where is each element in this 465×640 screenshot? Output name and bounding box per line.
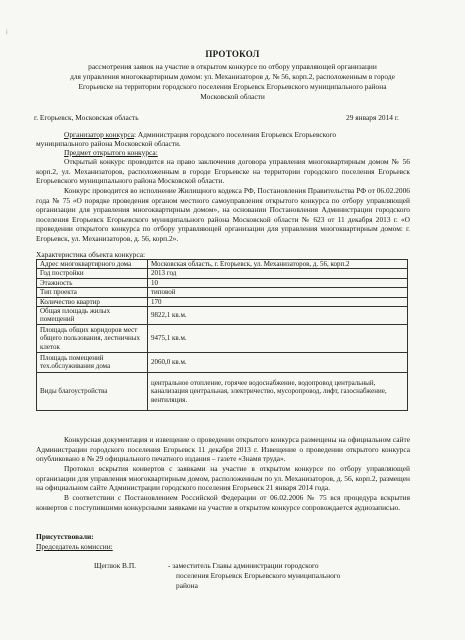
spec-value: Московская область, г. Егорьевск, ул. Механизаторов, д. 56, корп.2 [148,260,408,269]
spec-label: Площадь помещений тех.обслуживания дома [37,352,148,372]
spec-label: Площадь общих коридоров мест общего пользования, лестничных клеток [37,324,148,352]
spec-label: Количество квартир [37,297,148,306]
chair-role-line-2: поселения Егорьевск Егорьевского муниципального [176,571,341,580]
subtitle-line-2: для управления многоквартирным домом: ул. Механизаторов д. № 56, корп.2, расположенным в городе [70,72,395,81]
table-row [37,288,408,297]
spec-label: Этажность [37,278,148,287]
spec-value: типовой [148,288,408,297]
spec-label: Адрес многоквартирного дома [37,260,148,269]
paragraph-subject: Открытый конкурс проводится на право заключения договора управления многоквартирным домом № 56 корп.2, ул. Механизаторов, расположенным в городе Егорьевске на территории городского поселения Егорьевск Егорьевского муниципального района Московской области. [36,157,410,186]
document-title: ПРОТОКОЛ [205,49,260,59]
subject-label: Предмет открытого конкурса: [64,148,158,157]
spec-label: Тип проекта [37,288,148,297]
spec-value: 2060,0 кв.м. [148,352,408,372]
table-row [37,260,408,269]
subtitle-line-4: Московской области [200,92,265,101]
spec-label: Общая площадь жилых помещений [37,307,148,325]
attendees-label: Присутствовали: [36,532,94,541]
table-row [37,278,408,287]
specs-table [36,259,408,411]
spec-label: Виды благоустройства [37,372,148,410]
table-row [37,372,408,410]
organizer-line-2: муниципального района Московской области. [36,139,181,148]
table-row [37,352,408,372]
specs-caption: Характеристика объекта конкурса: [36,250,146,259]
table-row [37,307,408,325]
spec-value: 9475,1 кв.м. [148,324,408,352]
spec-value: 170 [148,297,408,306]
table-row [37,269,408,278]
hole-punch-mark: ⁞ [6,30,8,36]
subtitle-line-1: рассмотрения заявок на участие в открытом конкурсе по отбору управляющей организации [88,62,377,71]
chair-name: Щеглюк В.П. [94,561,137,570]
spec-value: 9822,1 кв.м. [148,307,408,325]
chair-role-line-1: - заместитель Главы администрации городского [168,561,319,570]
table-row [37,297,408,306]
spec-value: центральное отопление, горячее водоснабжение, водопровод центральный, канализация центральная, электричество, мусоропровод, лифт, газоснабжение, вентиляция. [148,372,408,410]
place: г. Егорьевск, Московская область [34,113,139,122]
paragraph-basis: Конкурс проводится во исполнение Жилищного кодекса РФ, Постановления Правительства РФ от 06.02.2006 года № 75 «О порядке проведения органом местного самоуправления открытого конкурса по отбору управляющей организации для управления многоквартирным домом», на основании Постановления Администрации городского поселения Егорьевск Егорьевского муниципального района Московской области № 623 от 11 декабря 2013 г. «О проведении открытого конкурса по отбору управляющей организации для управления многоквартирным домом: г. Егорьевск, ул. Механизаторов, д. 56, корп.2». [36,186,410,243]
chair-label: Председатель комиссии: [36,542,113,551]
paragraph-opening-protocol: Протокол вскрытия конвертов с заявками на участие в открытом конкурсе по отбору управляющей организации для управления многоквартирным домом, расположенным по ул. Механизаторов, д. 56, корп.2, размещен на официальном сайте Администрации городского поселения Егорьевск 21 января 2014 года. [36,464,410,493]
date: 29 января 2014 г. [346,113,399,122]
paragraph-publication: Конкурсная документация и извещение о проведении открытого конкурса размещены на официальном сайте Администрации городского поселения Егорьевск 11 декабря 2013 г. Извещение о проведении открытого конкурса опубликовано в № 29 официального печатного издания – газете «Знамя труда». [36,435,410,464]
paragraph-audio: В соответствии с Постановлением Российской Федерации от 06.02.2006 № 75 вся процедура вскрытия конвертов с поступившими конкурсными заявками на участие в открытом конкурсе сопровождается аудиозаписью. [36,493,410,512]
organizer-text: : Администрация городского поселения Егорьевск Егорьевского [134,130,337,139]
spec-value: 2013 год [148,269,408,278]
spec-label: Год постройки [37,269,148,278]
organizer-label: Организатор конкурса [64,130,135,139]
subtitle-line-3: Егорьевске на территории городского поселения Егорьевск Егорьевского муниципального района [78,82,387,91]
table-row [37,324,408,352]
chair-role-line-3: района [176,581,198,590]
spec-value: 10 [148,278,408,287]
